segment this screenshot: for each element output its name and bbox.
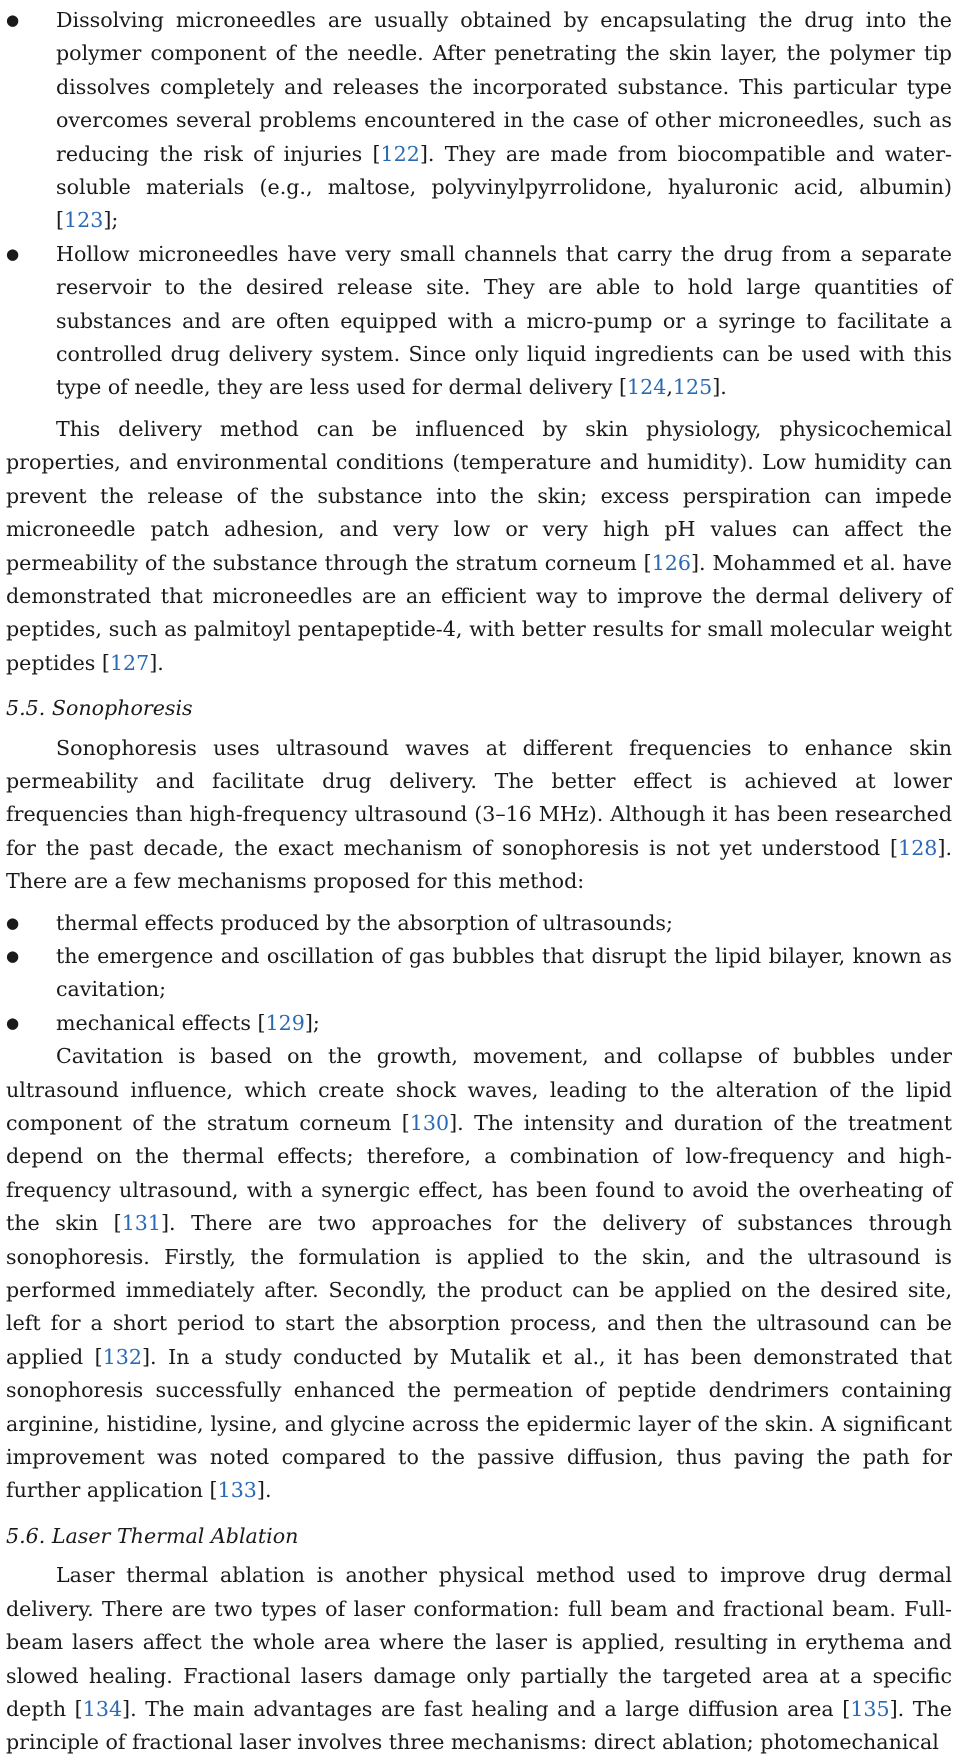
bullet-text: thermal effects produced by the absorption of ultrasounds; [56,910,673,935]
paragraph-sonophoresis-intro: Sonophoresis uses ultrasound waves at different frequencies to enhance skin permeability and facilitate drug delivery. The better effect is achieved at lower frequencies than high-frequency ultrasound (3–16 MHz). Although it has been researched for the past decade, the exact mechanism of sonophoresis is not yet understood [128]. There are a few mechanisms proposed for this method: [6,735,952,894]
citation-link[interactable]: 124 [627,375,667,400]
bullet-dot-icon: ● [6,913,20,932]
citation-link[interactable]: 130 [409,1111,450,1135]
paragraph-delivery-method: This delivery method can be influenced by skin physiology, physicochemical properties, and environmental conditions (temperature and humidity). Low humidity can prevent the release of the substance into the skin; excess perspiration can impede microneedle patch adhesion, and very low or very high pH values can affect the permeability of the substance through the stratum corneum [126]. Mohammed et al. have demonstrated that microneedles are an efficient way to improve the dermal delivery of peptides, such as palmitoyl pentapeptide-4, with better results for small molecular weight peptides [127]. [6,416,952,675]
paragraph-laser-ablation: Laser thermal ablation is another physical method used to improve drug dermal delivery. There are two types of laser conformation: full beam and fractional beam. Full-beam lasers affect the whole area where the laser is applied, resulting in erythema and slowed healing. Fractional lasers damage only partially the targeted area at a specific depth [134]. The main advantages are fast healing and a large diffusion area [135]. The principle of fractional laser involves three mechanisms: direct ablation; photomechanical [6,1563,952,1755]
bullet-item [6,4,952,238]
citation-link[interactable]: 133 [217,1478,257,1503]
bullet-list-microneedles [6,4,952,405]
bullet-text: the emergence and oscillation of gas bubbles that disrupt the lipid bilayer, known as cavitation; [56,943,952,1002]
section-heading-laser-ablation: 5.6. Laser Thermal Ablation [6,1523,299,1548]
citation-link[interactable]: 134 [82,1696,123,1721]
citation-link[interactable]: 125 [672,375,713,400]
bullet-item [6,907,952,940]
bullet-dot-icon: ● [6,946,20,965]
bullet-item [6,1007,952,1040]
bullet-text: Hollow microneedles have very small channels that carry the drug from a separate reservoir to the desired release site. They are able to hold large quantities of substances and are often equipped with a micro-pump or a syringe to facilitate a controlled drug delivery system. Since only liquid ingredients can be used with this type of needle, they are less used for dermal delivery [124,125]. [56,241,952,400]
citation-link[interactable]: 126 [651,550,691,575]
citation-link[interactable]: 123 [64,208,104,233]
bullet-text: mechanical effects [129]; [56,1010,320,1035]
citation-link[interactable]: 135 [850,1696,890,1721]
paragraph-cavitation: Cavitation is based on the growth, movement, and collapse of bubbles under ultrasound influence, which create shock waves, leading to the alteration of the lipid component of the stratum corneum [130]. The intensity and duration of the treatment depend on the thermal effects; therefore, a combination of low-frequency and high-frequency ultrasound, with a synergic effect, has been found to avoid the overheating of the skin [131]. There are two approaches for the delivery of substances through sonophoresis. Firstly, the formulation is applied to the skin, and the ultrasound is performed immediately after. Secondly, the product can be applied on the desired site, left for a short period to start the absorption process, and then the ultrasound can be applied [132]. In a study conducted by Mutalik et al., it has been demonstrated that sonophoresis successfully enhanced the permeation of peptide dendrimers containing arginine, histidine, lysine, and glycine across the epidermic layer of the skin. A significant improvement was noted compared to the passive diffusion, thus paving the path for further application [133]. [6,1044,952,1503]
bullet-item [6,238,952,405]
section-heading-sonophoresis: 5.5. Sonophoresis [6,696,193,721]
bullet-dot-icon: ● [6,244,20,263]
citation-link[interactable]: 128 [898,835,938,860]
citation-link[interactable]: 131 [121,1211,162,1236]
bullet-list-sonophoresis [6,907,952,1041]
bullet-item [6,940,952,1007]
bullet-dot-icon: ● [6,11,20,29]
citation-link[interactable]: 122 [380,141,420,166]
citation-link[interactable]: 129 [265,1010,305,1035]
bullet-text: Dissolving microneedles are usually obtained by encapsulating the drug into the polymer component of the needle. After penetrating the skin layer, the polymer tip dissolves completely and releases the incorporated substance. This particular type overcomes several problems encountered in the case of other microneedles, such as reducing the risk of injuries [122]. They are made from biocompatible and water-soluble materials (e.g., maltose, polyvinylpyrrolidone, hyaluronic acid, albumin) [123]; [56,8,953,233]
citation-link[interactable]: 132 [102,1344,143,1369]
citation-link[interactable]: 127 [109,650,150,675]
bullet-dot-icon: ● [6,1013,20,1032]
